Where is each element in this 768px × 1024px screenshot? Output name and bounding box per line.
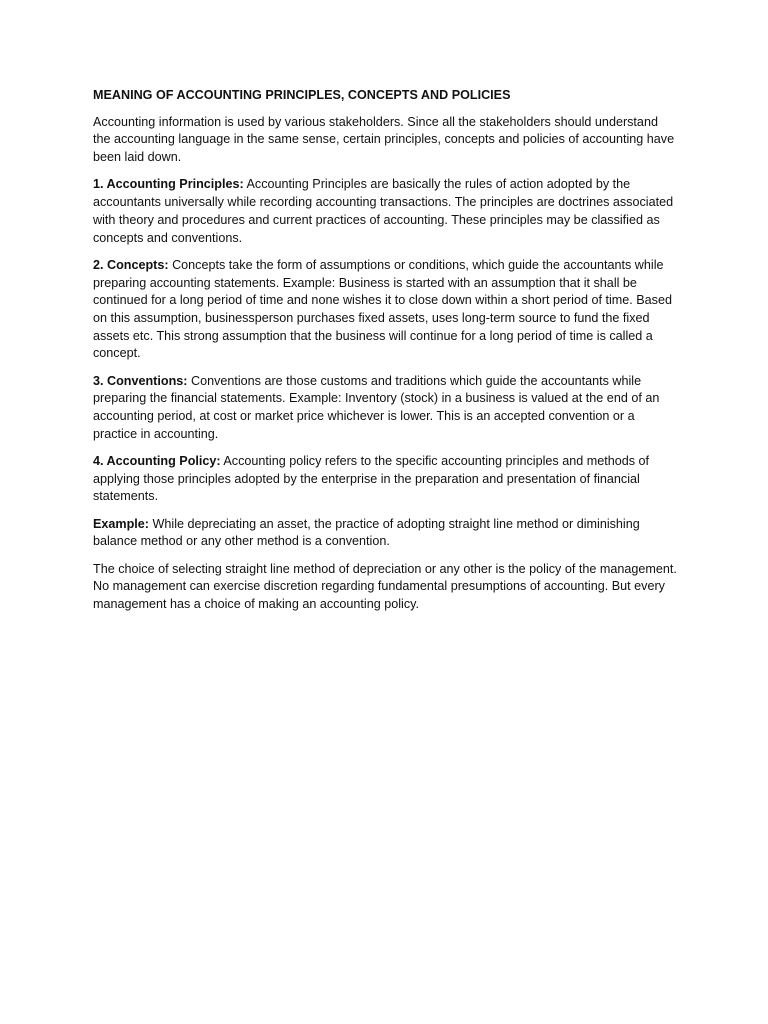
section-body: Concepts take the form of assumptions or conditions, which guide the accountants while preparing accounting statements. Example: Business is started with an assumption that it shall be continued for a long period of time and none wishes it to close down within a short period of time. Based on this assumption, businessperson purchases fixed assets, uses long-term source to fund the fixed assets etc. This strong assumption that the business will continue for a long period of time is called a concept. <box>93 257 672 361</box>
section-heading: 3. Conventions: <box>93 373 188 388</box>
intro-paragraph: Accounting information is used by various stakeholders. Since all the stakeholders should understand the accounting language in the same sense, certain principles, concepts and policies of accounting have been laid down. <box>93 114 675 165</box>
section-heading: 4. Accounting Policy: <box>93 454 221 469</box>
document-body <box>93 87 678 623</box>
section-example <box>93 516 678 551</box>
document-title: MEANING OF ACCOUNTING PRINCIPLES, CONCEPTS AND POLICIES <box>93 88 511 102</box>
closing-paragraph: The choice of selecting straight line method of depreciation or any other is the policy of the management. No management can exercise discretion regarding fundamental presumptions of accounting. But every management has a choice of making an accounting policy. <box>93 561 677 612</box>
section-concepts <box>93 257 678 363</box>
section-body: Accounting Principles are basically the rules of action adopted by the accountants universally while recording accounting transactions. The principles are doctrines associated with theory and procedures and current practices of accounting. These principles may be classified as concepts and conventions. <box>93 177 674 245</box>
section-body: While depreciating an asset, the practice of adopting straight line method or diminishing balance method or any other method is a convention. <box>93 516 640 549</box>
section-accounting-principles <box>93 176 678 247</box>
section-body: Accounting policy refers to the specific accounting principles and methods of applying those principles adopted by the enterprise in the preparation and presentation of financial statements. <box>93 454 650 504</box>
section-heading: Example: <box>93 516 149 531</box>
section-body: Conventions are those customs and traditions which guide the accountants while preparing the financial statements. Example: Inventory (stock) in a business is valued at the end of an accounting period, at cost or market price whichever is lower. This is an accepted convention or a practice in accounting. <box>93 373 660 441</box>
section-heading: 1. Accounting Principles: <box>93 177 244 192</box>
section-heading: 2. Concepts: <box>93 257 169 272</box>
section-accounting-policy <box>93 453 678 506</box>
section-conventions <box>93 373 678 444</box>
